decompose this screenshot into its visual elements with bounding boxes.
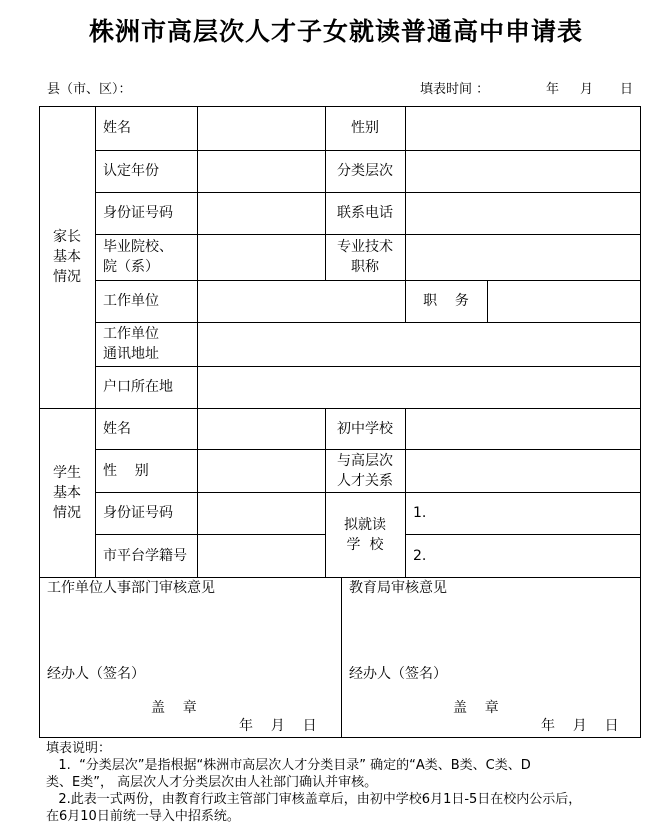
notes-heading: 填表说明： — [46, 741, 112, 756]
column-divider — [405, 106, 406, 280]
relation-field[interactable] — [409, 449, 639, 492]
column-divider — [341, 577, 342, 738]
intended-school-choice-2[interactable]: 2. — [413, 547, 427, 564]
employer-field[interactable] — [205, 280, 405, 322]
employer-label: 工作单位 — [103, 293, 159, 309]
student-section-label: 学生 基本 情况 — [53, 464, 81, 521]
category-level-label: 分类层次 — [337, 163, 393, 179]
notes-line-2: 类、E类”， 高层次人才分类层次由人社部门确认并审核。 — [46, 775, 378, 790]
year-identified-label: 认定年份 — [103, 163, 159, 179]
parent-name-field[interactable] — [205, 106, 325, 150]
column-divider — [197, 106, 198, 280]
student-registration-label: 市平台学籍号 — [103, 547, 187, 564]
column-divider — [487, 280, 488, 322]
form-border-bottom — [39, 737, 641, 738]
professional-title-field[interactable] — [409, 234, 639, 280]
employer-opinion-label: 工作单位人事部门审核意见 — [47, 580, 215, 596]
year-identified-field[interactable] — [205, 150, 325, 192]
employer-address-field[interactable] — [205, 322, 639, 366]
position-label: 职 务 — [423, 293, 469, 309]
employer-address-label: 工作单位 通讯地址 — [103, 326, 159, 362]
student-gender-field[interactable] — [205, 449, 325, 492]
phone-label: 联系电话 — [337, 205, 393, 221]
notes-line-4: 在6月10日前统一导入中招系统。 — [46, 809, 240, 824]
edu-handler-label: 经办人（签名） — [349, 666, 447, 682]
junior-school-field[interactable] — [409, 408, 639, 449]
notes-line-1: 1. “分类层次”是指根据“株洲市高层次人才分类目录” 确定的“A类、B类、C类、D — [46, 758, 531, 773]
student-registration-field[interactable] — [205, 534, 325, 577]
edu-seal-label: 盖 章 — [453, 700, 499, 716]
edu-date-label: 年 月 日 — [541, 718, 619, 734]
parent-id-label: 身份证号码 — [103, 205, 173, 221]
employer-seal-label: 盖 章 — [151, 700, 197, 716]
parent-name-label: 姓名 — [103, 120, 131, 136]
intended-school-label: 拟就读 学 校 — [344, 516, 386, 553]
graduated-school-label: 毕业院校、 院（系） — [103, 239, 173, 275]
parent-id-field[interactable] — [205, 192, 325, 234]
application-form — [39, 106, 641, 738]
category-level-field[interactable] — [409, 150, 639, 192]
employer-date-label: 年 月 日 — [239, 718, 317, 734]
hukou-label: 户口所在地 — [103, 379, 173, 395]
student-name-field[interactable] — [205, 408, 325, 449]
fill-year-label: 年 — [546, 82, 560, 97]
column-divider — [197, 408, 198, 577]
student-id-field[interactable] — [205, 492, 325, 534]
parent-gender-label: 性别 — [351, 120, 379, 136]
graduated-school-field[interactable] — [205, 234, 325, 280]
relation-label: 与高层次 人才关系 — [337, 452, 393, 489]
phone-field[interactable] — [409, 192, 639, 234]
parent-gender-field[interactable] — [409, 106, 639, 150]
column-divider — [95, 106, 96, 577]
column-divider — [197, 280, 198, 408]
fill-date-label: 填表时间 ： — [420, 82, 490, 97]
notes-line-3: 2.此表一式两份，由教育行政主管部门审核盖章后，由初中学校6月1日-5日在校内公示后， — [46, 792, 582, 807]
student-name-label: 姓名 — [103, 420, 131, 437]
county-label: 县（市、区）： — [47, 82, 132, 97]
junior-school-label: 初中学校 — [337, 420, 393, 437]
position-field[interactable] — [491, 280, 639, 322]
student-gender-label: 性 别 — [103, 462, 149, 479]
professional-title-label: 专业技术 职称 — [337, 239, 393, 275]
student-id-label: 身份证号码 — [103, 505, 173, 521]
parent-section-label: 家长 基本 情况 — [53, 229, 81, 285]
employer-handler-label: 经办人（签名） — [47, 666, 145, 682]
page-title: 株洲市高层次人才子女就读普通高中申请表 — [88, 17, 583, 46]
hukou-field[interactable] — [205, 366, 639, 408]
edu-opinion-label: 教育局审核意见 — [349, 580, 447, 596]
column-divider — [405, 408, 406, 577]
intended-school-choice-1[interactable]: 1. — [413, 505, 427, 521]
fill-instructions — [46, 740, 646, 825]
fill-day-label: 日 — [620, 82, 634, 97]
form-border-right — [640, 106, 641, 738]
fill-month-label: 月 — [580, 82, 594, 97]
